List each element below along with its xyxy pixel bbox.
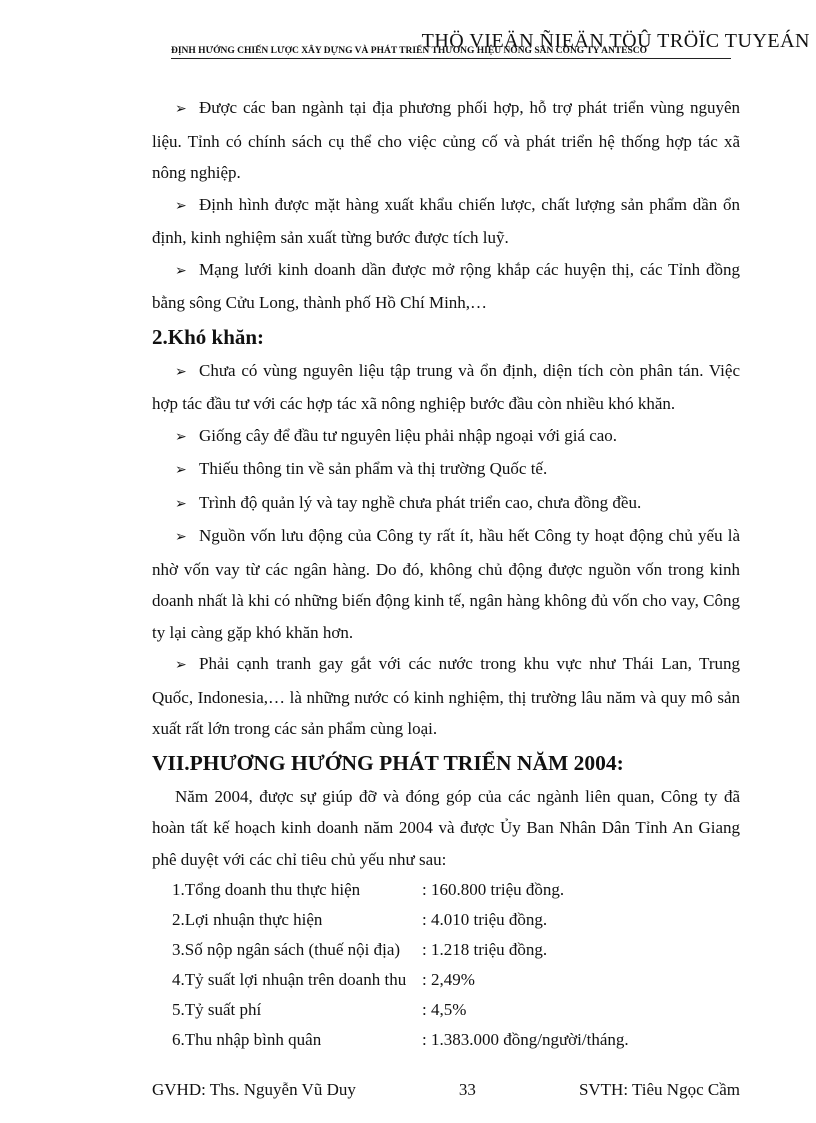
table-row bbox=[172, 1025, 722, 1055]
target-value: : 1.218 triệu đồng. bbox=[422, 940, 548, 959]
section-heading-development-2004: VII.PHƯƠNG HƯỚNG PHÁT TRIỂN NĂM 2004: bbox=[152, 750, 624, 775]
page-body bbox=[152, 92, 740, 1055]
section-heading-difficulties: 2.Khó khăn: bbox=[152, 324, 265, 349]
arrow-bullet-icon: ➢ bbox=[175, 463, 187, 478]
arrow-bullet-icon: ➢ bbox=[175, 263, 187, 279]
arrow-bullet-icon: ➢ bbox=[175, 429, 187, 445]
running-header: ĐỊNH HƯỚNG CHIẾN LƯỢC XÂY DỰNG VÀ PHÁT TRIỂN THƯƠNG HIỆU NÔNG SẢN CÔNG TY ANTESCO bbox=[171, 46, 731, 59]
list-item: ➢ Thiếu thông tin về sản phẩm và thị trường Quốc tế. bbox=[152, 453, 740, 487]
arrow-bullet-icon: ➢ bbox=[175, 364, 187, 380]
list-item: ➢ Định hình được mặt hàng xuất khẩu chiến lược, chất lượng sản phẩm dần ổn định, kinh nghiệm sản xuất từng bước được tích luỹ. bbox=[152, 189, 740, 254]
target-label: 5.Tỷ suất phí bbox=[172, 1000, 262, 1019]
target-label: 3.Số nộp ngân sách (thuế nội địa) bbox=[172, 940, 401, 959]
table-row bbox=[172, 905, 722, 935]
target-value: : 4,5% bbox=[422, 1000, 467, 1019]
arrow-bullet-icon: ➢ bbox=[175, 658, 187, 673]
table-row bbox=[172, 965, 722, 995]
target-label: 6.Thu nhập bình quân bbox=[172, 1030, 322, 1049]
arrow-bullet-icon: ➢ bbox=[175, 530, 187, 545]
page-footer bbox=[152, 1080, 740, 1100]
list-item: ➢ Nguồn vốn lưu động của Công ty rất ít, hầu hết Công ty hoạt động chủ yếu là nhờ vốn vay từ các ngân hàng. Do đó, không chủ động được nguồn vốn trong kinh doanh nhất là khi có những biến động kinh tế, ngân hàng không đủ vốn cho vay, Công ty lại càng gặp khó khăn hơn. bbox=[152, 520, 740, 648]
list-item: ➢ Trình độ quản lý và tay nghề chưa phát triển cao, chưa đồng đều. bbox=[152, 487, 740, 521]
table-row bbox=[172, 995, 722, 1025]
target-value: : 1.383.000 đồng/người/tháng. bbox=[422, 1030, 629, 1049]
list-item: ➢ Chưa có vùng nguyên liệu tập trung và ổn định, diện tích còn phân tán. Việc hợp tác đầu tư với các hợp tác xã nông nghiệp bước đầu còn nhiều khó khăn. bbox=[152, 355, 740, 420]
list-item: ➢ Được các ban ngành tại địa phương phối hợp, hỗ trợ phát triển vùng nguyên liệu. Tỉnh có chính sách cụ thể cho việc củng cố và phát triển hệ thống hợp tác xã nông nghiệp. bbox=[152, 92, 740, 189]
intro-paragraph: Năm 2004, được sự giúp đỡ và đóng góp của các ngành liên quan, Công ty đã hoàn tất kế hoạch kinh doanh năm 2004 và được Ủy Ban Nhân Dân Tỉnh An Giang phê duyệt với các chỉ tiêu chủ yếu như sau: bbox=[152, 786, 740, 869]
targets-table bbox=[172, 875, 722, 1055]
target-value: : 2,49% bbox=[422, 970, 475, 989]
target-label: 2.Lợi nhuận thực hiện bbox=[172, 910, 323, 929]
table-row bbox=[172, 935, 722, 965]
watermark-text: THÖ VIEÄN ÑIEÄN TÖÛ TRÖÏC TUYEÁN bbox=[421, 30, 810, 52]
target-value: : 4.010 triệu đồng. bbox=[422, 910, 548, 929]
list-item: ➢ Giống cây để đầu tư nguyên liệu phải nhập ngoại với giá cao. bbox=[152, 420, 740, 454]
list-item: ➢ Mạng lưới kinh doanh dần được mở rộng khắp các huyện thị, các Tỉnh đồng bằng sông Cửu Long, thành phố Hồ Chí Minh,… bbox=[152, 254, 740, 319]
target-value: : 160.800 triệu đồng. bbox=[422, 880, 565, 899]
page-number: 33 bbox=[458, 1080, 476, 1099]
table-row bbox=[172, 875, 722, 905]
target-label: 4.Tỷ suất lợi nhuận trên doanh thu bbox=[172, 970, 407, 989]
footer-student: SVTH: Tiêu Ngọc Cầm bbox=[578, 1080, 740, 1099]
arrow-bullet-icon: ➢ bbox=[175, 496, 187, 512]
arrow-bullet-icon: ➢ bbox=[175, 198, 187, 214]
list-item: ➢ Phải cạnh tranh gay gắt với các nước trong khu vực như Thái Lan, Trung Quốc, Indonesia,… là những nước có kinh nghiệm, thị trường lâu năm và quy mô sản xuất rất lớn trong các sản phẩm cùng loại. bbox=[152, 648, 740, 745]
arrow-bullet-icon: ➢ bbox=[175, 102, 187, 117]
target-label: 1.Tổng doanh thu thực hiện bbox=[172, 880, 361, 899]
footer-advisor: GVHD: Ths. Nguyễn Vũ Duy bbox=[152, 1080, 356, 1099]
